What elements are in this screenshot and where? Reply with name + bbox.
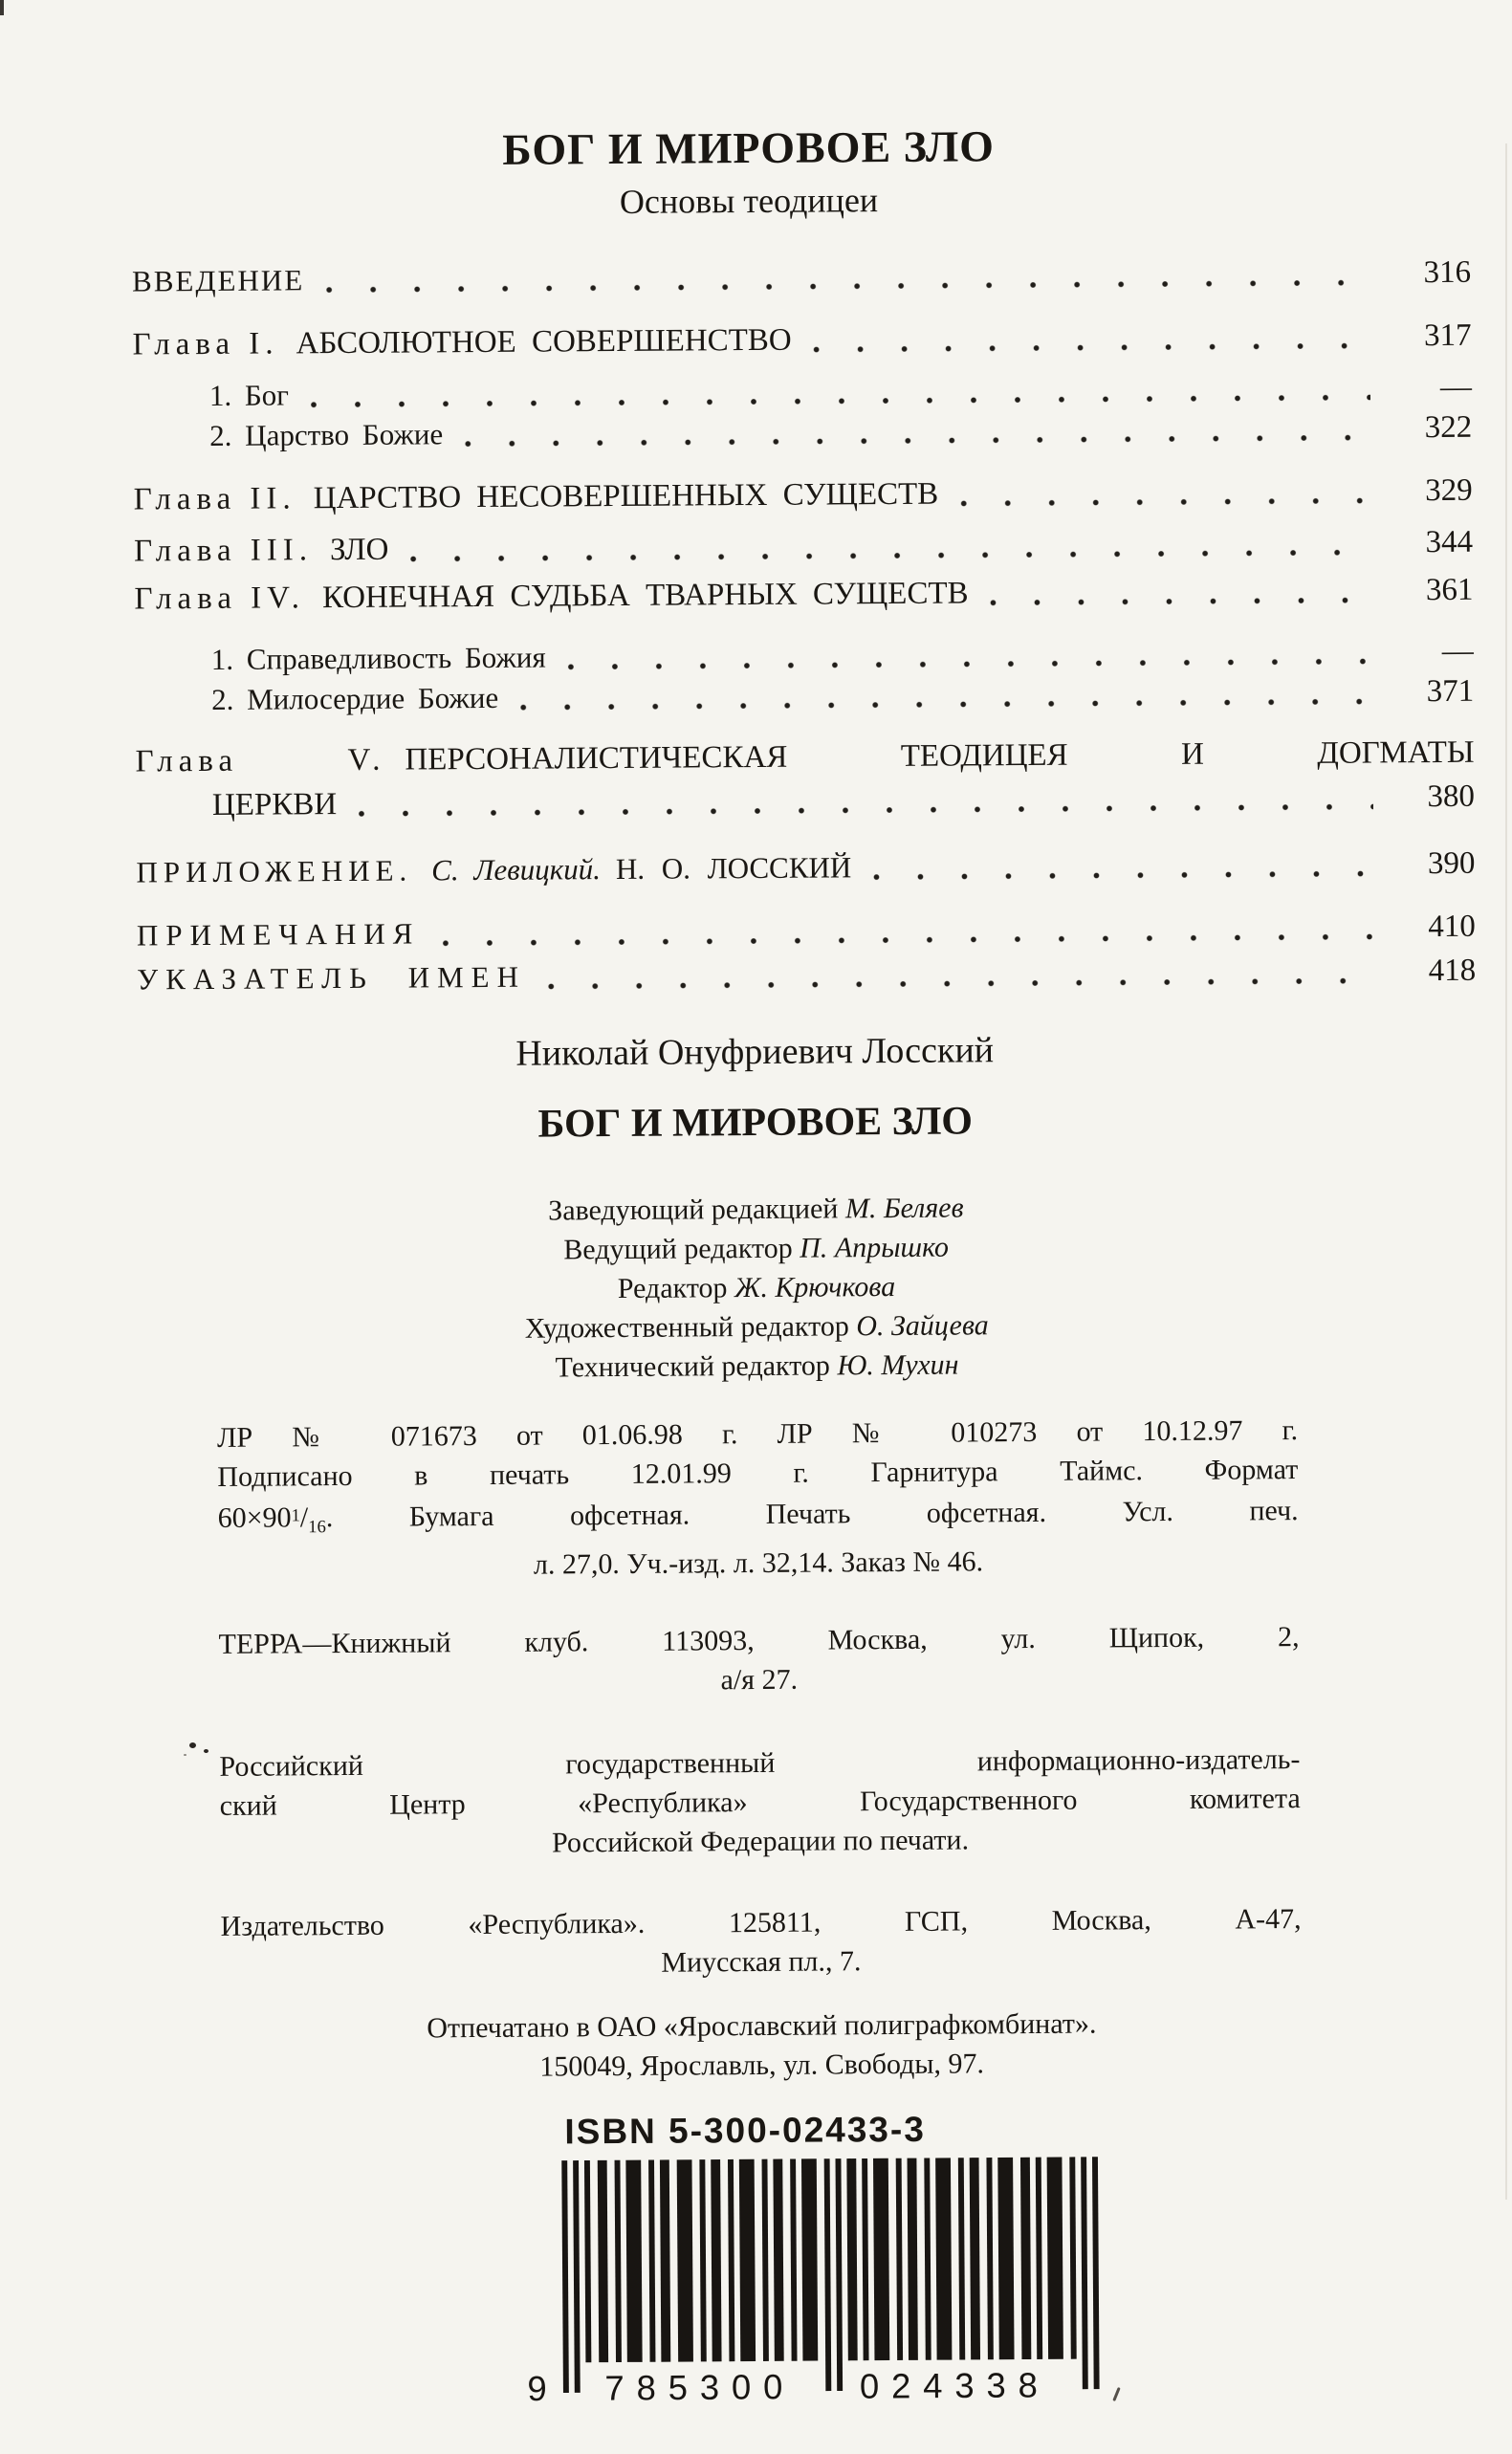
toc-row-appendix <box>136 844 1475 892</box>
toc-appendix-author: С. Левицкий. <box>431 852 601 887</box>
editorial-staff-block <box>0 1184 1512 1391</box>
toc-row-chapter-4 <box>134 571 1473 619</box>
staff-role: Редактор <box>617 1272 728 1305</box>
toc-label: 1. Справедливость Божия <box>210 640 546 676</box>
publisher-line: Издательство «Республика». 125811, ГСП, Москва, А-47, <box>220 1903 1302 1942</box>
staff-name: Ж. Крючкова <box>734 1270 896 1304</box>
license-paragraph <box>217 1411 1299 1587</box>
toc-page-number: 329 <box>1425 472 1473 509</box>
state-center-line: Российской Федерации по печати. <box>551 1824 970 1859</box>
toc-row-chapter-5-line2 <box>136 778 1475 825</box>
staff-role: Заведующий редакцией <box>548 1193 839 1227</box>
toc-chapter-title: ЗЛО <box>329 532 389 568</box>
toc-page-number: 317 <box>1423 318 1472 354</box>
publisher-paragraph <box>220 1899 1302 1985</box>
toc-chapter-title: ПЕРСОНАЛИСТИЧЕСКАЯ ТЕОДИЦЕЯ И ДОГМАТЫ <box>405 734 1475 778</box>
format-numerator: 1 <box>291 1505 300 1526</box>
toc-row-notes <box>137 908 1476 955</box>
barcode-bars <box>519 2155 1107 2415</box>
license-line: ЛР № 071673 от 01.06.98 г. ЛР № 010273 от 10.12.97 г. <box>216 1414 1299 1454</box>
toc-row-sub <box>133 408 1472 456</box>
toc-row-sub <box>135 672 1474 720</box>
author-name: Николай Онуфриевич Лосский <box>515 1030 995 1074</box>
dot-leader <box>441 932 1374 947</box>
staff-name: М. Беляев <box>844 1192 964 1225</box>
staff-name: П. Апрышко <box>800 1231 950 1264</box>
toc-label: 1. Бог <box>208 378 290 412</box>
dot-leader <box>813 341 1370 353</box>
toc-chapter-title: КОНЕЧНАЯ СУДЬБА ТВАРНЫХ СУЩЕСТВ <box>321 576 969 616</box>
toc-row-chapter-3 <box>134 523 1473 571</box>
toc-page-number: 418 <box>1428 953 1477 989</box>
toc-row-introduction <box>132 253 1471 301</box>
toc-chapter-prefix: Глава IV. <box>134 581 306 617</box>
toc-page-number: 316 <box>1423 254 1472 291</box>
dot-leader <box>959 496 1370 507</box>
toc-chapter-prefix: Глава II. <box>133 481 296 517</box>
scan-edge-mark <box>0 0 4 15</box>
format-denominator: 16 <box>308 1517 326 1538</box>
format-slash: / <box>299 1501 309 1534</box>
ink-speck <box>189 1742 196 1748</box>
toc-label: УКАЗАТЕЛЬ ИМЕН <box>137 959 527 997</box>
toc-chapter-title-continued: ЦЕРКВИ <box>211 787 338 822</box>
dot-leader <box>567 657 1372 670</box>
printed-line: Отпечатано в ОАО «Ярославский полиграфкомбинат». <box>427 2007 1097 2045</box>
toc-page-number: 380 <box>1427 778 1476 815</box>
dot-leader <box>547 976 1374 990</box>
toc-label: ВВЕДЕНИЕ <box>131 263 305 298</box>
format-prefix: 60×90 <box>217 1501 292 1534</box>
dot-leader <box>409 548 1371 562</box>
toc-page-number: 410 <box>1428 909 1476 945</box>
book-club-line: а/я 27. <box>720 1663 799 1697</box>
barcode-lead-digit: 9 <box>526 2369 547 2409</box>
toc-label: 2. Царство Божие <box>209 417 444 452</box>
staff-role: Художественный редактор <box>524 1310 849 1345</box>
staff-role: Ведущий редактор <box>563 1232 793 1266</box>
toc-label: ПРИЛОЖЕНИЕ. <box>136 853 413 889</box>
toc-label: 2. Милосердие Божие <box>211 680 499 716</box>
toc-page-number: 322 <box>1424 409 1473 446</box>
toc-chapter-prefix: Глава V. <box>135 742 386 779</box>
barcode-digits-right: 024338 <box>859 2365 1050 2406</box>
toc-chapter-prefix: Глава III. <box>133 533 314 569</box>
toc-chapter-title: ЦАРСТВО НЕСОВЕРШЕННЫХ СУЩЕСТВ <box>313 476 939 516</box>
toc-row-sub <box>135 632 1474 680</box>
toc-row-chapter-5-line1 <box>135 734 1474 781</box>
printed-at-paragraph <box>240 2003 1283 2089</box>
dot-leader <box>519 697 1372 711</box>
toc-row-name-index <box>137 952 1476 999</box>
dot-leader <box>872 869 1373 881</box>
publisher-line: Миусская пл., 7. <box>661 1945 862 1979</box>
barcode-digits-left: 785300 <box>603 2367 795 2408</box>
license-line: л. 27,0. Уч.-изд. л. 32,14. Заказ № 46. <box>533 1545 984 1581</box>
toc-row-chapter-1 <box>132 317 1471 364</box>
page-subtitle: Основы теодицеи <box>619 181 879 221</box>
format-rest: . Бумага офсетная. Печать офсетная. Усл. печ. <box>325 1495 1299 1534</box>
toc-page-number: — <box>1441 633 1474 668</box>
isbn-text: ISBN 5-300-02433-3 <box>564 2109 926 2152</box>
toc-appendix-subject: Н. О. ЛОССКИЙ <box>615 850 852 887</box>
book-club-paragraph <box>218 1617 1300 1703</box>
dot-leader <box>325 278 1370 294</box>
toc-page-number: 371 <box>1426 673 1475 710</box>
book-title: БОГ И МИРОВОЕ ЗЛО <box>537 1099 974 1147</box>
dot-leader <box>358 802 1373 817</box>
dot-leader <box>310 393 1370 408</box>
toc-chapter-prefix: Глава I. <box>132 326 279 362</box>
state-center-line: ский Центр «Республика» Государственного комитета <box>219 1783 1301 1822</box>
toc-page-number: 390 <box>1427 845 1476 882</box>
dot-leader <box>990 596 1372 606</box>
page-title: БОГ И МИРОВОЕ ЗЛО <box>502 121 996 174</box>
book-club-line: ТЕРРА—Книжный клуб. 113093, Москва, ул. Щипок, 2, <box>218 1621 1300 1660</box>
toc-chapter-title: АБСОЛЮТНОЕ СОВЕРШЕНСТВО <box>296 322 792 362</box>
staff-name: О. Зайцева <box>856 1309 989 1343</box>
state-center-paragraph <box>219 1740 1301 1865</box>
table-of-contents <box>132 253 1476 999</box>
toc-page-number: — <box>1439 369 1473 405</box>
dot-leader <box>464 433 1370 448</box>
toc-page-number: 344 <box>1425 524 1474 560</box>
staff-role: Технический редактор <box>555 1349 830 1384</box>
scan-edge-line <box>1505 143 1507 2200</box>
barcode <box>519 2155 1107 2415</box>
printed-line: 150049, Ярославль, ул. Свободы, 97. <box>539 2048 985 2083</box>
license-line-format <box>217 1489 1298 1547</box>
toc-page-number: 361 <box>1425 572 1474 608</box>
toc-row-sub <box>133 368 1472 416</box>
toc-row-chapter-2 <box>134 471 1473 519</box>
license-line: Подписано в печать 12.01.99 г. Гарнитура Таймс. Формат <box>217 1454 1299 1493</box>
title-block <box>0 0 1505 230</box>
toc-label: ПРИМЕЧАНИЯ <box>136 916 421 953</box>
staff-name: Ю. Мухин <box>837 1348 959 1382</box>
state-center-line: Российский государственный информационно-издатель- <box>219 1743 1301 1783</box>
